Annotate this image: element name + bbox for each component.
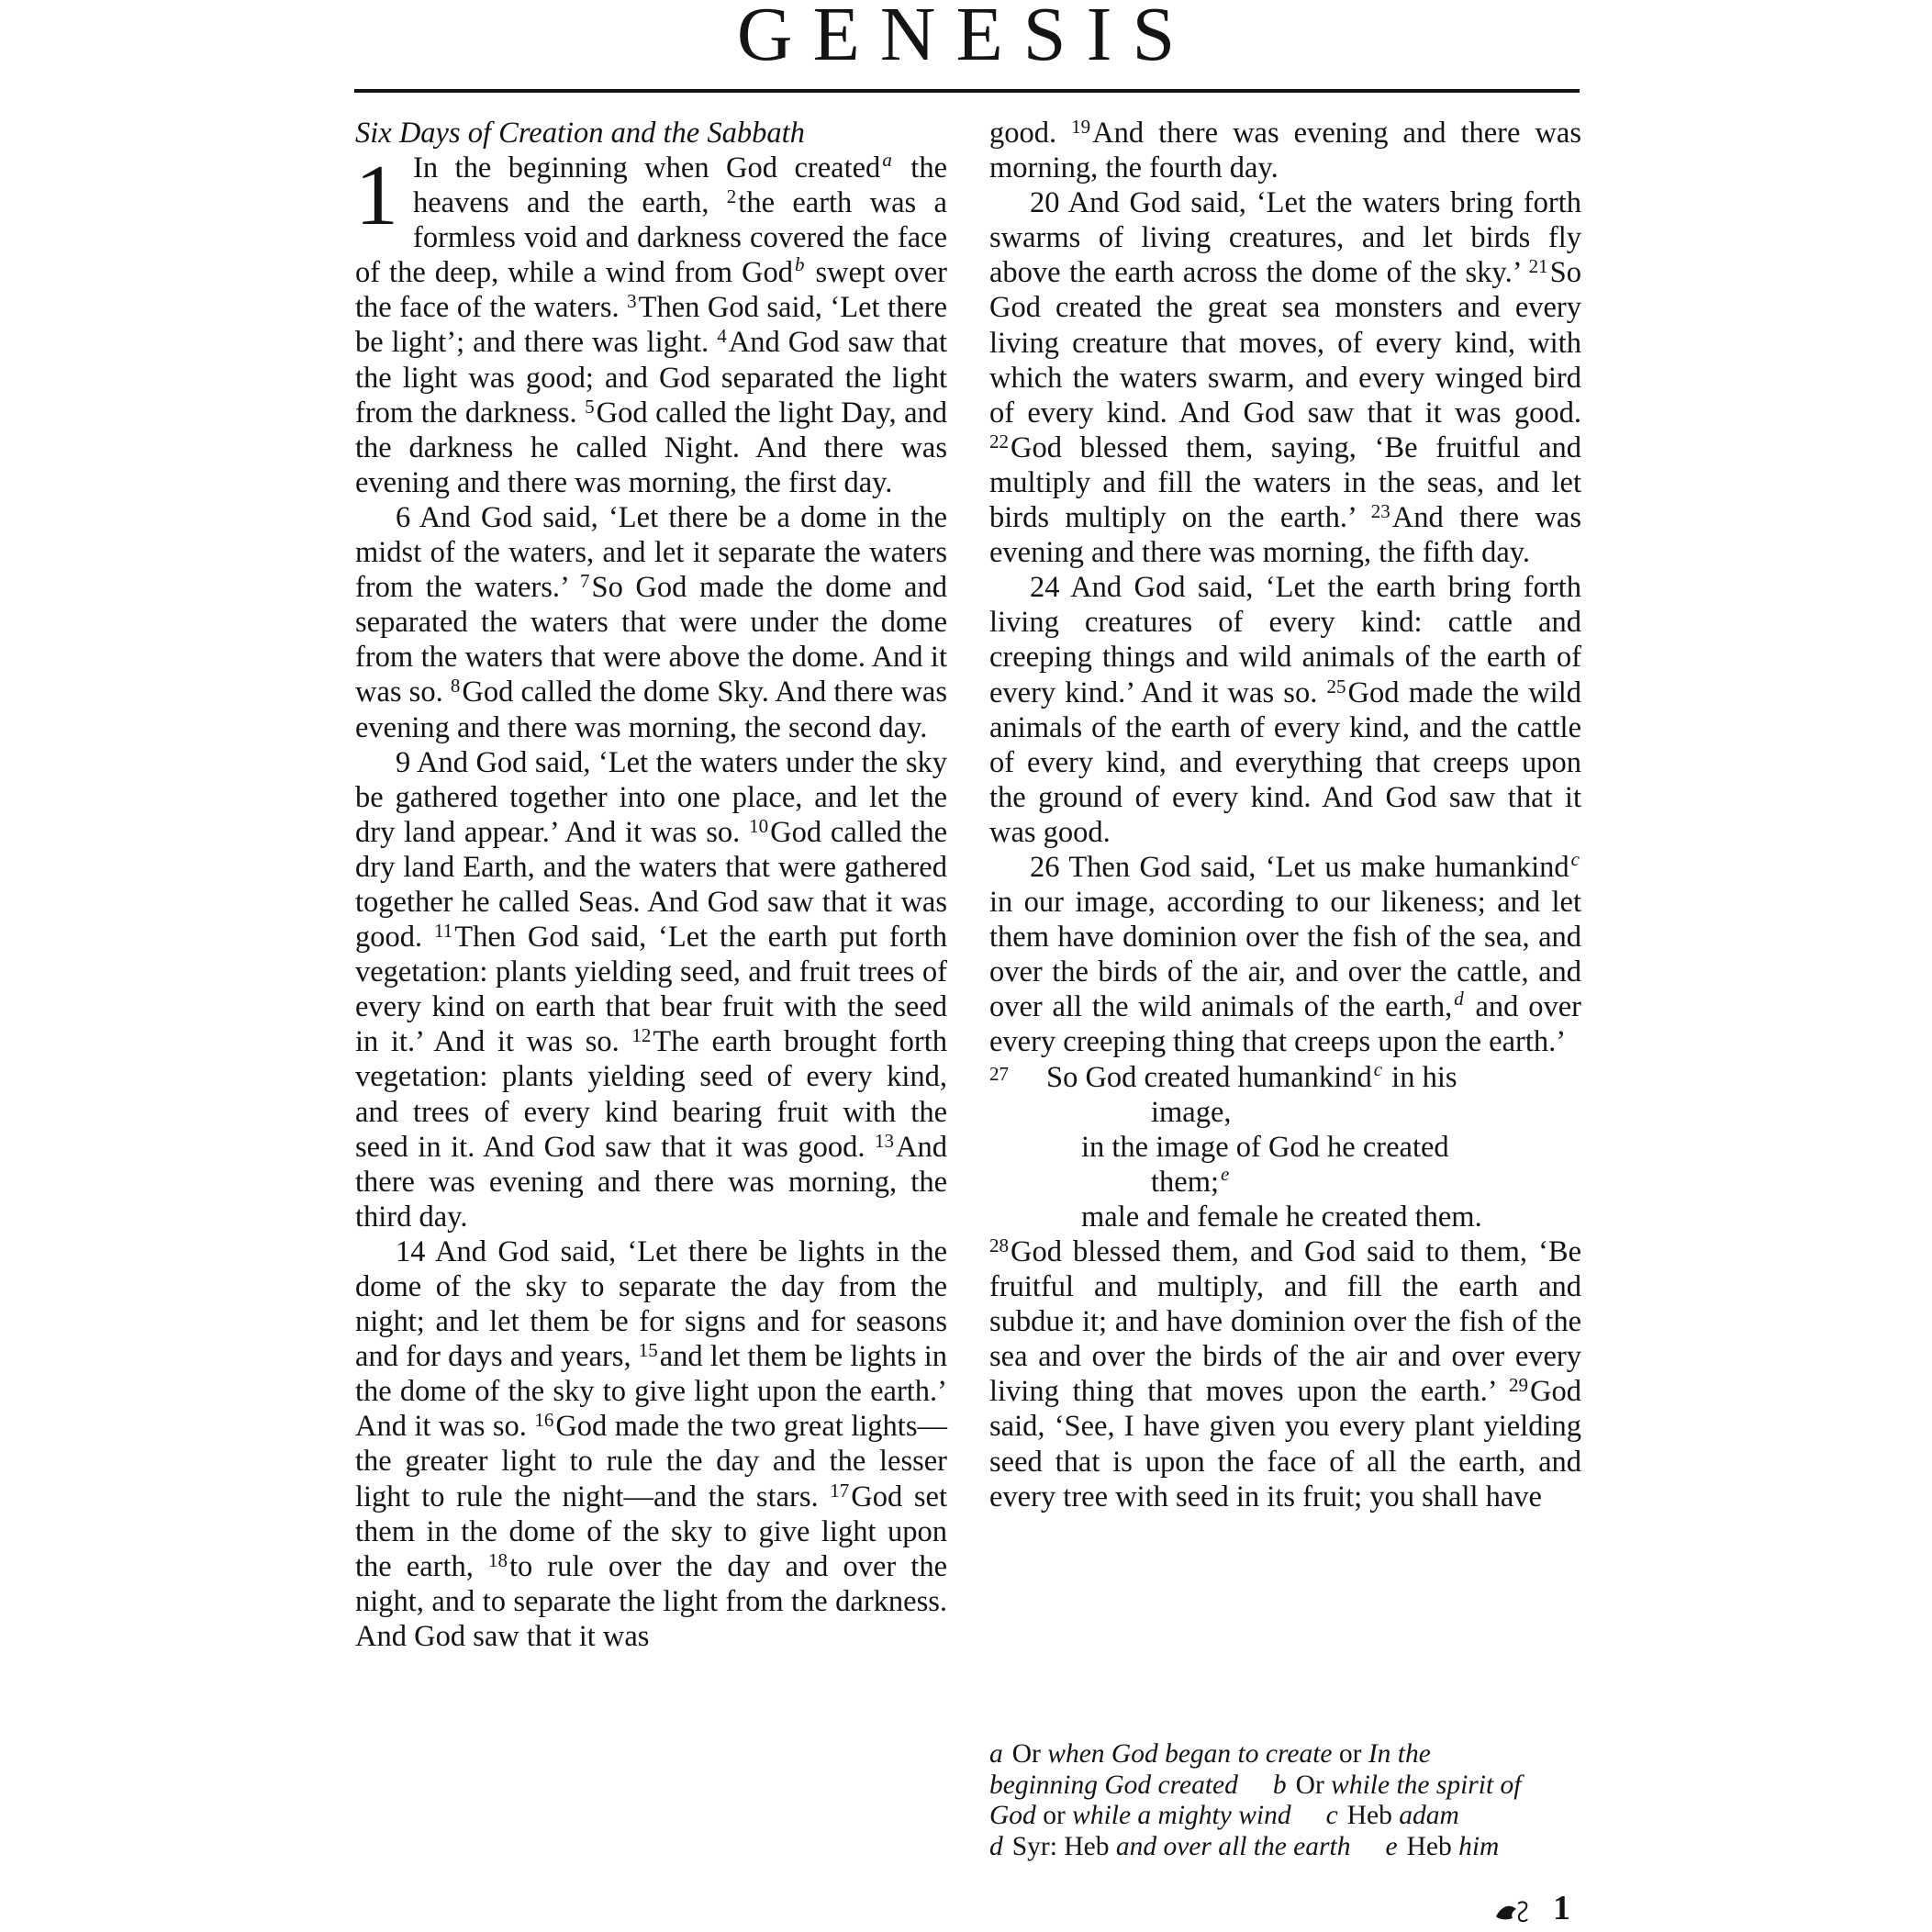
verse-number: 18 xyxy=(487,1548,508,1571)
text-run: in our image, according to our likeness; and let them have dominion over the fish of the sea, and over the birds of the air, and over the cattle, and over all the wild animals of the earth, xyxy=(989,886,1581,1024)
text-run: Then God said, ‘Let there be light’; and there was light. xyxy=(355,291,948,360)
verse-number: 25 xyxy=(1326,675,1346,698)
footnote-letter: d xyxy=(989,1831,1003,1861)
text-run: God called the dome Sky. And there was evening and there was morning, the second day. xyxy=(355,676,947,744)
poetry-block xyxy=(989,1057,1581,1234)
footnote-italic-text: when God began to create xyxy=(1047,1739,1333,1769)
text-run: the heavens and the earth, xyxy=(413,151,947,220)
poetry-line xyxy=(989,1095,1581,1130)
paragraph xyxy=(989,116,1581,185)
text-run: in his xyxy=(1384,1060,1457,1094)
text-run: the earth was a formless void and darkness covered the face of the deep, while a wind from God xyxy=(355,186,947,290)
paragraph xyxy=(989,1234,1581,1514)
verse-number: 4 xyxy=(717,325,727,348)
footnote-marker: e xyxy=(1221,1162,1230,1185)
footnote-marker: c xyxy=(1570,847,1580,870)
text-run: in the image of God he created xyxy=(1081,1130,1449,1164)
paragraph xyxy=(355,500,947,745)
text-run: In the beginning when God created xyxy=(413,151,881,184)
page-number: 1 xyxy=(1553,1889,1570,1927)
text-run: and over every creeping thing that creeps upon the earth.’ xyxy=(989,990,1581,1059)
text-run: male and female he created them. xyxy=(1081,1200,1482,1234)
poetry-line xyxy=(989,1162,1581,1200)
footnote-line xyxy=(989,1801,1586,1832)
text-run: Or xyxy=(1295,1770,1332,1800)
verse-number: 15 xyxy=(638,1339,658,1362)
footnote-letter: b xyxy=(1272,1770,1287,1800)
verse-number: 19 xyxy=(1071,116,1091,138)
text-run: Syr: Heb xyxy=(1011,1831,1116,1861)
text-run: 14 And God said, ‘Let there be lights in the dome of the sky to separate the day from the night; and let them be for signs and for seasons and for days and years, xyxy=(355,1234,947,1374)
verse-number: 12 xyxy=(631,1024,652,1047)
text-run: And there was evening and there was morning, the fifth day. xyxy=(989,501,1581,570)
text-run: So God created the great sea monsters and every living creature that moves, of every kind, with which the waters swarm, and every winged bird of every kind. And God saw that it was good. xyxy=(989,256,1581,430)
footnote-italic-text: In the xyxy=(1368,1739,1431,1769)
text-run: Then God said, ‘Let the earth put forth vegetation: plants yielding seed, and fruit trees of every kind on earth that bear fruit with the seed in it.’ And it was so. xyxy=(355,921,948,1059)
verse-number: 27 xyxy=(989,1062,1009,1085)
text-run: Or xyxy=(1011,1739,1048,1769)
text-column-right xyxy=(989,116,1581,1514)
verse-number: 10 xyxy=(749,814,769,837)
text-run: them; xyxy=(1151,1165,1220,1199)
footnote-marker: a xyxy=(882,149,892,171)
text-run: God called the light Day, and the darkness he called Night. And there was evening and there was morning, the first day. xyxy=(355,396,947,499)
text-run: And there was evening and there was morning, the fourth day. xyxy=(989,117,1581,185)
text-run: And God saw that the light was good; and God separated the light from the darkness. xyxy=(355,326,947,430)
text-run: image, xyxy=(1151,1095,1232,1129)
footnote-italic-text: while a mighty wind xyxy=(1072,1801,1291,1830)
text-run: 24 And God said, ‘Let the earth bring forth living creatures of every kind: cattle and creeping things and wild animals of the earth of every kind.’ And it was so. xyxy=(989,571,1581,709)
footnote-marker: d xyxy=(1454,988,1464,1011)
verse-number: 13 xyxy=(875,1129,895,1152)
text-run: 6 And God said, ‘Let there be a dome in the midst of the waters, and let it separate the waters from the waters.’ xyxy=(355,500,947,605)
text-run: God blessed them, and God said to them, ‘Be fruitful and multiply, and fill the earth and subdue it; and have dominion over the fish of the sea and over the birds of the air and over every living thing that moves upon the earth.’ xyxy=(989,1235,1581,1409)
poetry-line xyxy=(989,1200,1581,1234)
verse-number: 21 xyxy=(1528,255,1548,278)
paragraph xyxy=(355,1234,947,1654)
poetry-line xyxy=(989,1130,1581,1165)
verse-number: 7 xyxy=(580,570,590,593)
text-run: God blessed them, saying, ‘Be fruitful and multiply and fill the waters in the seas, and let birds multiply on the earth.’ xyxy=(989,430,1581,535)
text-run: 9 And God said, ‘Let the waters under the sky be gathered together into one place, and let the dry land appear.’ And it was so. xyxy=(355,745,947,849)
text-run: So God made the dome and separated the waters that were under the dome from the waters that were above the dome. And it was so. xyxy=(355,571,947,709)
text-run: God set them in the dome of the sky to give light upon the earth, xyxy=(355,1480,947,1583)
footnote-italic-text: him xyxy=(1458,1831,1500,1861)
text-run: 20 And God said, ‘Let the waters bring forth swarms of living creatures, and let birds fly above the earth across the dome of the sky.’ xyxy=(989,186,1581,290)
text-run: Heb xyxy=(1346,1801,1400,1830)
verse-number: 28 xyxy=(989,1234,1009,1256)
verse-number: 23 xyxy=(1370,500,1390,523)
footnote-italic-text: and over all the earth xyxy=(1115,1831,1351,1861)
footnote-marker: b xyxy=(794,253,805,276)
text-run: to rule over the day and over the night, and to separate the light from the darkness. And God saw that it was xyxy=(355,1549,947,1653)
paragraph xyxy=(989,847,1581,1060)
footnote-italic-text: God xyxy=(989,1801,1036,1830)
text-run: 26 Then God said, ‘Let us make humankind xyxy=(1030,850,1569,884)
text-run: God said, ‘See, I have given you every plant yielding seed that is upon the face of all the earth, and every tree with seed in its fruit; you shall have xyxy=(989,1375,1581,1513)
chapter-number: 1 xyxy=(355,148,398,243)
footnote-letter: e xyxy=(1385,1831,1398,1861)
text-run: Heb xyxy=(1406,1831,1459,1861)
poetry-line xyxy=(989,1057,1581,1095)
text-run: or xyxy=(1332,1739,1368,1769)
footnote-italic-text: while the spirit of xyxy=(1331,1770,1522,1800)
footnote-letter: c xyxy=(1325,1801,1338,1830)
text-run: So God created humankind xyxy=(1046,1060,1372,1094)
paragraph xyxy=(989,570,1581,850)
verse-number: 29 xyxy=(1509,1374,1529,1397)
footnote-line xyxy=(989,1832,1586,1863)
title-rule xyxy=(354,89,1580,93)
page-title: GENESIS xyxy=(736,0,1196,77)
verse-number: 3 xyxy=(627,290,637,313)
text-run: God made the wild animals of the earth of every kind, and the cattle of every kind, and everything that creeps upon the ground of every kind. And God saw that it was good. xyxy=(989,676,1581,849)
text-run: And there was evening and there was morning, the third day. xyxy=(355,1130,947,1234)
paragraph xyxy=(355,148,948,500)
text-run: God called the dry land Earth, and the waters that were gathered together he called Seas. And God saw that it was good. xyxy=(355,815,947,955)
footnote-marker: c xyxy=(1373,1057,1383,1080)
footnote-italic-text: adam xyxy=(1399,1801,1459,1830)
paragraph xyxy=(989,185,1581,570)
text-column-left xyxy=(355,116,947,1654)
section-heading: Six Days of Creation and the Sabbath xyxy=(355,117,805,150)
verse-number: 8 xyxy=(450,675,461,698)
text-run: good. xyxy=(989,117,1072,150)
verse-number: 11 xyxy=(434,920,453,943)
footnote-letter: a xyxy=(989,1739,1003,1769)
paragraph xyxy=(355,745,947,1234)
footnotes xyxy=(989,1739,1586,1862)
verse-number: 16 xyxy=(534,1409,554,1432)
text-run: swept over the face of the waters. xyxy=(355,256,947,325)
text-run: The earth brought forth vegetation: plants yielding seed of every kind, and trees of every kind bearing fruit with the seed in it. And God saw that it was good. xyxy=(355,1025,947,1164)
footnote-line xyxy=(989,1739,1586,1770)
verse-number: 17 xyxy=(830,1479,850,1502)
footnote-italic-text: beginning God created xyxy=(989,1770,1238,1800)
verse-number: 5 xyxy=(585,395,595,418)
verse-number: 22 xyxy=(989,430,1009,452)
text-run: or xyxy=(1035,1801,1073,1830)
text-run: God made the two great lights—the greater light to rule the day and the lesser light to rule the night—and the stars. xyxy=(355,1410,947,1513)
footnote-line xyxy=(989,1770,1586,1802)
page-ornament-icon xyxy=(1494,1896,1531,1924)
verse-number: 2 xyxy=(726,185,737,208)
text-run: and let them be lights in the dome of the sky to give light upon the earth.’ And it was so. xyxy=(355,1340,947,1444)
